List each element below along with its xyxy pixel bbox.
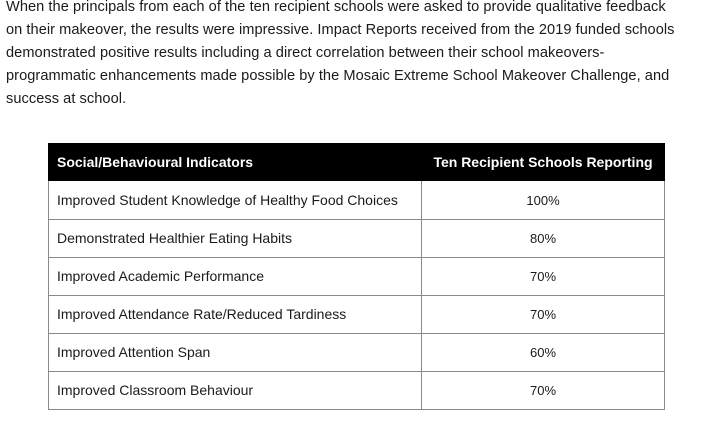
table-row	[49, 372, 665, 410]
indicator-cell: Improved Student Knowledge of Healthy Food Choices	[49, 181, 422, 220]
table-row	[49, 334, 665, 372]
value-cell: 70%	[422, 372, 665, 410]
value-cell: 60%	[422, 334, 665, 372]
intro-line: on their makeover, the results were impressive. Impact Reports received from the 2019 funded schools	[6, 22, 675, 38]
value-cell: 100%	[422, 181, 665, 220]
table-row	[49, 296, 665, 334]
table-row	[49, 258, 665, 296]
intro-paragraph	[6, 0, 710, 111]
intro-line: programmatic enhancements made possible by the Mosaic Extreme School Makeover Challenge, and	[6, 68, 670, 84]
header-indicators: Social/Behavioural Indicators	[49, 144, 422, 181]
indicator-cell: Improved Classroom Behaviour	[49, 372, 422, 410]
indicator-cell: Improved Attention Span	[49, 334, 422, 372]
table-row	[49, 220, 665, 258]
indicator-cell: Demonstrated Healthier Eating Habits	[49, 220, 422, 258]
intro-line: When the principals from each of the ten recipient schools were asked to provide qualitative feedback	[6, 0, 666, 15]
indicator-cell: Improved Attendance Rate/Reduced Tardiness	[49, 296, 422, 334]
table-row	[49, 181, 665, 220]
value-cell: 80%	[422, 220, 665, 258]
indicator-cell: Improved Academic Performance	[49, 258, 422, 296]
value-cell: 70%	[422, 296, 665, 334]
indicators-table	[48, 143, 665, 410]
table-header-row	[49, 144, 665, 181]
value-cell: 70%	[422, 258, 665, 296]
intro-line: demonstrated positive results including a direct correlation between their school makeovers-	[6, 45, 605, 61]
intro-line: success at school.	[6, 91, 127, 107]
header-schools-reporting: Ten Recipient Schools Reporting	[422, 144, 665, 181]
